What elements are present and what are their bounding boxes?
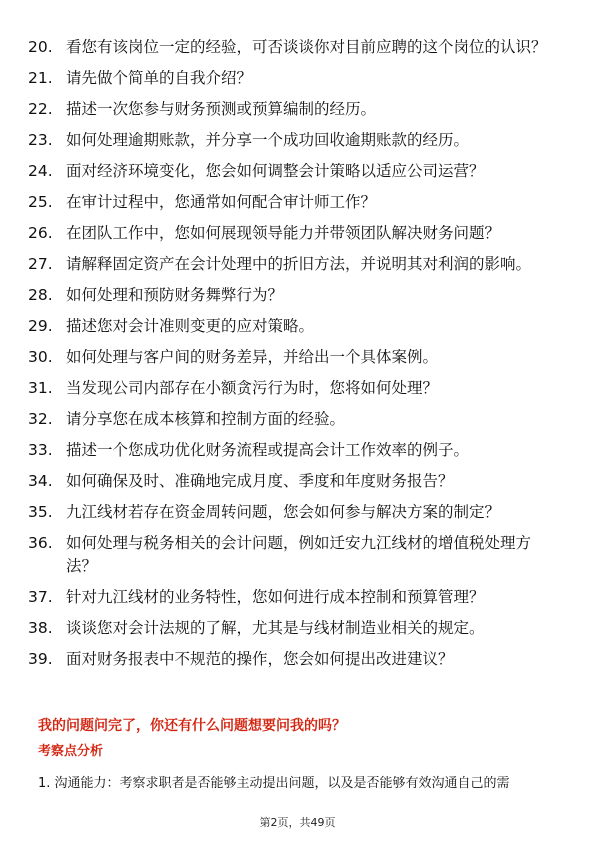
question-item — [28, 408, 558, 431]
question-number: 34. — [28, 472, 53, 490]
question-text: 如何处理与税务相关的会计问题，例如迁安九江线材的增值税处理方法？ — [66, 534, 532, 575]
page-footer: 第2页，共49页 — [259, 816, 336, 829]
question-text: 如何处理逾期账款，并分享一个成功回收逾期账款的经历。 — [66, 131, 470, 149]
question-number: 33. — [28, 441, 53, 459]
question-item — [28, 377, 558, 400]
question-number: 35. — [28, 503, 53, 521]
question-item — [28, 617, 558, 640]
question-number: 21. — [28, 69, 53, 87]
question-item — [28, 501, 558, 524]
question-number: 23. — [28, 131, 53, 149]
question-item — [28, 439, 558, 462]
question-text: 九江线材若存在资金周转问题，您会如何参与解决方案的制定？ — [66, 503, 501, 521]
question-text: 在团队工作中，您如何展现领导能力并带领团队解决财务问题？ — [66, 224, 501, 242]
question-number: 22. — [28, 100, 53, 118]
question-item — [28, 253, 558, 276]
question-text: 请分享您在成本核算和控制方面的经验。 — [66, 410, 346, 428]
question-text: 在审计过程中，您通常如何配合审计师工作？ — [66, 193, 377, 211]
question-text: 看您有该岗位一定的经验，可否谈谈你对目前应聘的这个岗位的认识？ — [66, 38, 547, 56]
question-text: 请解释固定资产在会计处理中的折旧方法，并说明其对利润的影响。 — [66, 255, 532, 273]
question-text: 如何确保及时、准确地完成月度、季度和年度财务报告？ — [66, 472, 454, 490]
question-number: 24. — [28, 162, 53, 180]
question-text: 谈谈您对会计法规的了解，尤其是与线材制造业相关的规定。 — [66, 619, 485, 637]
question-number: 29. — [28, 317, 53, 335]
section-title: 考察点分析 — [38, 744, 104, 759]
question-item — [28, 532, 558, 578]
question-item — [28, 67, 558, 90]
question-text: 描述您对会计准则变更的应对策略。 — [66, 317, 315, 335]
question-number: 38. — [28, 619, 53, 637]
question-item — [28, 315, 558, 338]
question-text: 请先做个简单的自我介绍？ — [66, 69, 253, 87]
question-item — [28, 36, 558, 59]
question-number: 39. — [28, 650, 53, 668]
question-item — [28, 191, 558, 214]
analysis-point: 1. 沟通能力：考察求职者是否能够主动提出问题，以及是否能够有效沟通自己的需 — [38, 776, 510, 791]
question-text: 如何处理和预防财务舞弊行为？ — [66, 286, 284, 304]
question-item — [28, 586, 558, 609]
question-item — [28, 346, 558, 369]
question-text: 面对财务报表中不规范的操作，您会如何提出改进建议？ — [66, 650, 454, 668]
question-number: 30. — [28, 348, 53, 366]
question-number: 37. — [28, 588, 53, 606]
question-text: 当发现公司内部存在小额贪污行为时，您将如何处理？ — [66, 379, 439, 397]
question-number: 31. — [28, 379, 53, 397]
question-item — [28, 160, 558, 183]
question-text: 针对九江线材的业务特性，您如何进行成本控制和预算管理？ — [66, 588, 485, 606]
question-text: 如何处理与客户间的财务差异，并给出一个具体案例。 — [66, 348, 439, 366]
question-number: 36. — [28, 534, 53, 552]
question-text: 面对经济环境变化，您会如何调整会计策略以适应公司运营？ — [66, 162, 485, 180]
question-number: 32. — [28, 410, 53, 428]
question-number: 27. — [28, 255, 53, 273]
question-item — [28, 470, 558, 493]
question-number: 28. — [28, 286, 53, 304]
question-number: 20. — [28, 38, 53, 56]
question-list — [28, 36, 558, 679]
question-item — [28, 129, 558, 152]
question-item — [28, 222, 558, 245]
question-number: 25. — [28, 193, 53, 211]
question-text: 描述一次您参与财务预测或预算编制的经历。 — [66, 100, 377, 118]
question-item — [28, 284, 558, 307]
question-number: 26. — [28, 224, 53, 242]
closing-question: 我的问题问完了，你还有什么问题想要问我的吗？ — [38, 718, 346, 734]
question-item — [28, 98, 558, 121]
question-text: 描述一个您成功优化财务流程或提高会计工作效率的例子。 — [66, 441, 470, 459]
question-item — [28, 648, 558, 671]
